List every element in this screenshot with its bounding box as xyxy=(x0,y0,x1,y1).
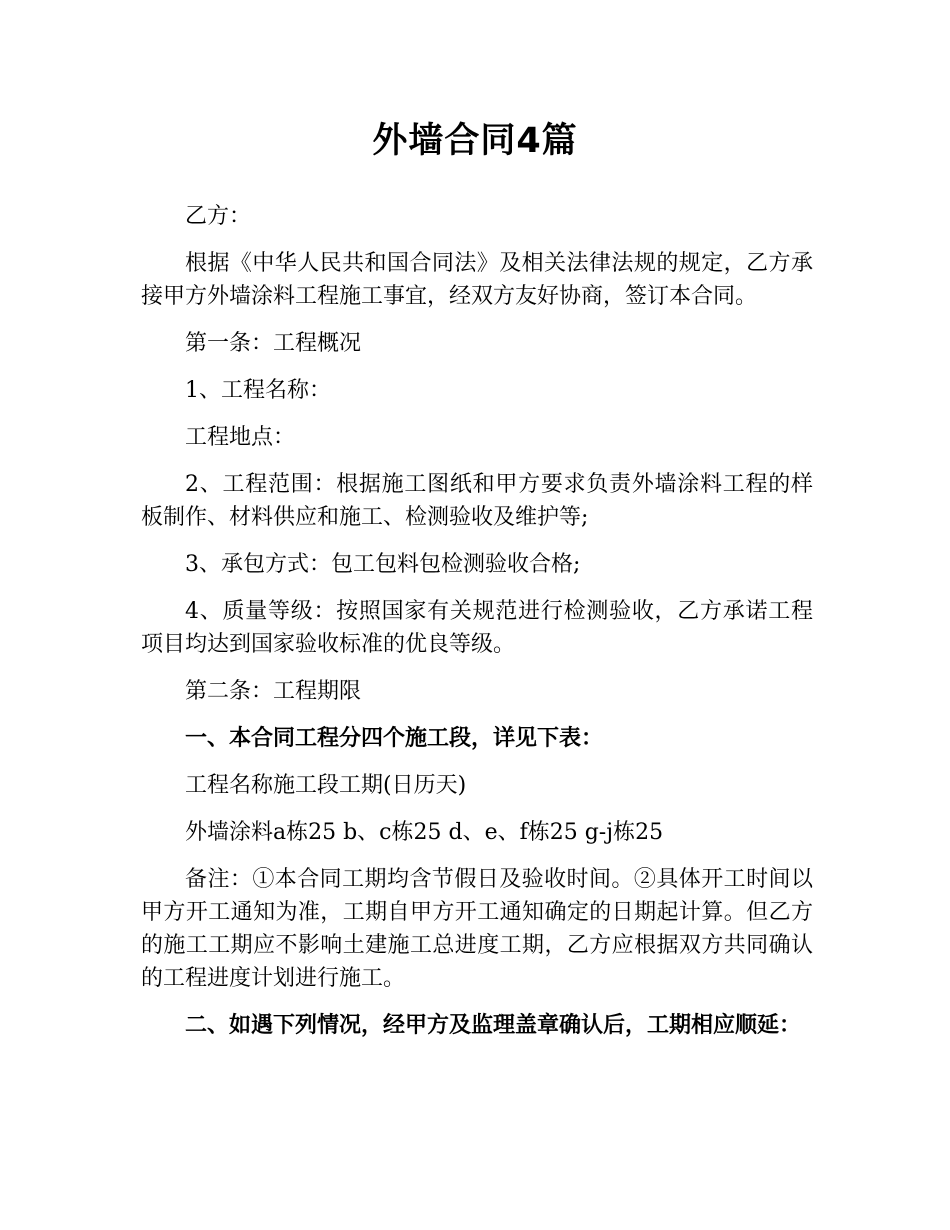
paragraph-preamble: 根据《中华人民共和国合同法》及相关法律法规的规定，乙方承接甲方外墙涂料工程施工事宜，经双方友好协商，签订本合同。 xyxy=(141,251,813,309)
document-body xyxy=(141,200,813,1056)
paragraph-sections-heading: 一、本合同工程分四个施工段，详见下表： xyxy=(185,726,604,751)
paragraph-project-name: 1、工程名称： xyxy=(185,378,331,403)
paragraph-contract-method: 3、承包方式：包工包料包检测验收合格; xyxy=(185,552,581,577)
paragraph-article-1-heading: 第一条：工程概况 xyxy=(185,331,362,356)
paragraph-project-scope: 2、工程范围：根据施工图纸和甲方要求负责外墙涂料工程的样板制作、材料供应和施工、检测验收及维护等; xyxy=(141,472,813,530)
paragraph-table-row: 外墙涂料a栋25 b、c栋25 d、e、f栋25 g-j栋25 xyxy=(185,820,664,845)
paragraph-remarks: 备注：①本合同工期均含节假日及验收时间。②具体开工时间以甲方开工通知为准，工期自甲方开工通知确定的日期起计算。但乙方的施工工期应不影响土建施工总进度工期，乙方应根据双方共同确认的工程进度计划进行施工。 xyxy=(141,867,813,991)
paragraph-project-location: 工程地点： xyxy=(185,425,296,450)
document-title: 外墙合同4篇 xyxy=(372,121,578,161)
paragraph-extension-heading: 二、如遇下列情况，经甲方及监理盖章确认后，工期相应顺延： xyxy=(185,1013,802,1038)
paragraph-quality-grade: 4、质量等级：按照国家有关规范进行检测验收，乙方承诺工程项目均达到国家验收标准的优良等级。 xyxy=(141,599,813,657)
paragraph-article-2-heading: 第二条：工程期限 xyxy=(185,679,362,704)
paragraph-party-b: 乙方： xyxy=(185,204,252,229)
paragraph-table-header: 工程名称施工段工期(日历天) xyxy=(185,773,467,798)
